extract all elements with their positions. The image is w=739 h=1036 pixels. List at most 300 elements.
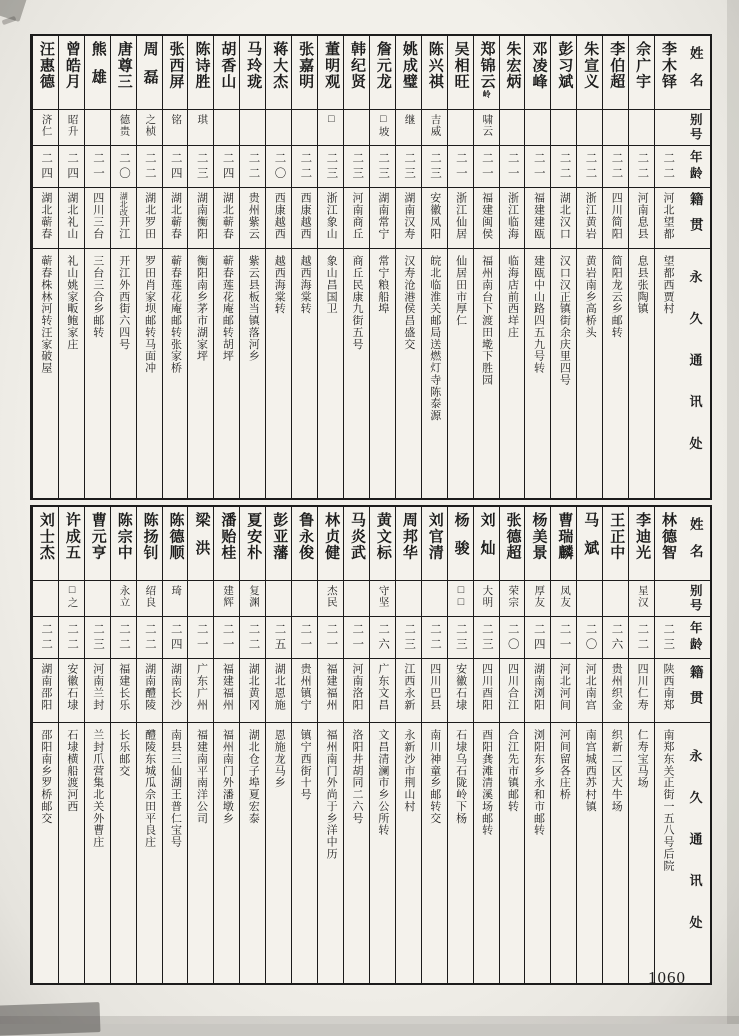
person-alias-cell: [655, 109, 680, 145]
person-native-cell: [85, 658, 110, 722]
person-native: 湖北蕲春: [169, 192, 182, 240]
person-native: 四川酉阳: [480, 663, 493, 711]
header-address: 永久通讯处: [680, 248, 710, 498]
person-native: 湖北恩施: [273, 663, 286, 711]
person-column: [447, 507, 473, 983]
person-name: 李伯超: [608, 41, 625, 90]
person-address-cell: 蕲春株林河转汪家破屋: [33, 248, 58, 498]
person-name-cell: [85, 36, 110, 109]
person-native: 陕西南郑: [662, 663, 675, 711]
person-alias-cell: 厚友: [525, 580, 550, 616]
person-native: 浙江象山: [325, 192, 338, 240]
person-column: [84, 36, 110, 498]
person-native-cell: [292, 658, 317, 722]
person-column: [421, 507, 447, 983]
person-age-cell: 二一: [292, 616, 317, 658]
person-name-cell: [85, 507, 110, 580]
person-column: [162, 36, 188, 498]
person-native-cell: [318, 187, 343, 248]
person-native: 四川三台: [91, 192, 104, 240]
person-native: 江西永新: [402, 663, 415, 711]
person-alias-cell: [577, 109, 602, 145]
header-alias: 别号: [680, 580, 710, 616]
person-name: 陈德顺: [167, 512, 184, 561]
person-address-cell: 建瓯中山路四五九号转: [525, 248, 550, 498]
person-native-cell: [525, 187, 550, 248]
person-name: 曹瑞麟: [556, 512, 573, 561]
person-name-cell: [240, 507, 265, 580]
person-name: 陈宗中: [115, 512, 132, 561]
person-age-cell: 二一: [500, 145, 525, 187]
person-address-cell: 南宫城西苏村镇: [577, 722, 602, 983]
header-alias: 别号: [680, 109, 710, 145]
person-column: [550, 507, 576, 983]
person-age-cell: 二一: [344, 616, 369, 658]
person-name-cell: [137, 36, 162, 109]
person-address-cell: 望都西贾村: [655, 248, 680, 498]
page-number: 1060: [648, 968, 686, 987]
person-address-cell: 三台三合乡邮转: [85, 248, 110, 498]
person-alias-cell: □之: [59, 580, 84, 616]
person-age-cell: 二三: [655, 616, 680, 658]
person-name-cell: [33, 507, 58, 580]
person-name: 佘广宇: [634, 41, 651, 90]
header-native: 籍贯: [680, 658, 710, 722]
person-name: 熊雄: [89, 41, 106, 97]
person-native: 湖南衡阳: [195, 192, 208, 240]
person-alias-cell: [525, 109, 550, 145]
person-name: 张德超: [504, 512, 521, 561]
person-native: 湖北蕲春: [39, 192, 52, 240]
person-age-cell: 二三: [344, 145, 369, 187]
person-name: 詹元龙: [374, 41, 391, 90]
person-name: 朱宏炳: [504, 41, 521, 90]
person-address-cell: 简阳龙云乡邮转: [603, 248, 628, 498]
person-age-cell: 二三: [370, 145, 395, 187]
person-native-cell: [370, 187, 395, 248]
person-native-cell: [214, 187, 239, 248]
person-age-cell: 二四: [525, 616, 550, 658]
person-native: 湖南长沙: [169, 663, 182, 711]
person-age-cell: 二三: [396, 616, 421, 658]
person-column: [110, 36, 136, 498]
person-age-cell: 二三: [318, 145, 343, 187]
person-address-cell: 衡阳南乡茅市湖家坪: [188, 248, 213, 498]
person-alias-cell: [629, 109, 654, 145]
person-name-cell: [59, 36, 84, 109]
person-column: [499, 36, 525, 498]
person-column: [265, 36, 291, 498]
person-name: 董明观: [323, 41, 340, 90]
person-age-cell: 二二: [111, 616, 136, 658]
person-address-cell: 福州南台下渡田墘下胜园: [474, 248, 499, 498]
person-name: 刘士杰: [37, 512, 54, 561]
person-address-cell: 醴陵东城瓜佘田平良庄: [137, 722, 162, 983]
person-name: 林德智: [660, 512, 677, 561]
person-name-cell: [525, 36, 550, 109]
person-address-cell: 南县三仙湖王普仁宝号: [163, 722, 188, 983]
person-age-cell: 二二: [240, 145, 265, 187]
person-native-cell: [655, 658, 680, 722]
person-name: 彭亚藩: [271, 512, 288, 561]
person-column: [421, 36, 447, 498]
person-column: [317, 507, 343, 983]
person-alias-cell: 星汉: [629, 580, 654, 616]
person-name-note: 岭: [482, 89, 492, 98]
person-native: 广东文昌: [376, 663, 389, 711]
person-column: [58, 507, 84, 983]
person-name: 王正中: [608, 512, 625, 561]
person-alias-cell: 济仁: [33, 109, 58, 145]
person-native: 浙江黄岩: [584, 192, 597, 240]
person-column: [369, 36, 395, 498]
person-age-cell: 二四: [163, 145, 188, 187]
person-age-cell: 二二: [137, 616, 162, 658]
person-column: [654, 507, 680, 983]
person-age-cell: 二三: [396, 145, 421, 187]
person-age-cell: 二二: [240, 616, 265, 658]
person-alias-cell: □: [318, 109, 343, 145]
person-alias-cell: [551, 109, 576, 145]
person-name-cell: [33, 36, 58, 109]
person-age-cell: 二一: [188, 616, 213, 658]
person-age-cell: 二〇: [577, 616, 602, 658]
person-column: [110, 507, 136, 983]
person-name: 鲁永俊: [297, 512, 314, 561]
person-native: 浙江临海: [506, 192, 519, 240]
person-address-cell: 镇宁西街十号: [292, 722, 317, 983]
person-name-cell: [344, 36, 369, 109]
person-age-cell: 二四: [59, 145, 84, 187]
header-age: 年龄: [680, 616, 710, 658]
person-column: [187, 507, 213, 983]
person-age-cell: 二三: [188, 145, 213, 187]
person-alias-cell: 吉威: [422, 109, 447, 145]
person-alias-cell: [344, 109, 369, 145]
person-alias-cell: 守坚: [370, 580, 395, 616]
person-native: 湖南浏阳: [532, 663, 545, 711]
person-native-cell: [551, 658, 576, 722]
person-alias-cell: [33, 580, 58, 616]
person-name: 黄文标: [374, 512, 391, 561]
person-age-cell: 二〇: [266, 145, 291, 187]
person-address-cell: 蕲春莲花庵邮转胡坪: [214, 248, 239, 498]
person-address-cell: 福建南平南洋公司: [188, 722, 213, 983]
person-native: 湖南邵阳: [39, 663, 52, 711]
person-address-cell: 恩施龙马乡: [266, 722, 291, 983]
person-native-cell: [603, 187, 628, 248]
person-column: [136, 36, 162, 498]
person-name: 刘灿: [478, 512, 495, 568]
person-address-cell: 开江外西街六四号: [111, 248, 136, 498]
person-address-cell: 南川神童乡邮转交: [422, 722, 447, 983]
person-native: 河南兰封: [91, 663, 104, 711]
person-column: [213, 36, 239, 498]
person-column: [395, 36, 421, 498]
person-name-cell: [370, 507, 395, 580]
person-native: 湖南醴陵: [143, 663, 156, 711]
person-alias-cell: □坡: [370, 109, 395, 145]
person-age-cell: 二二: [655, 145, 680, 187]
person-native: 四川简阳: [610, 192, 623, 240]
person-name: 马斌: [582, 512, 599, 568]
person-age-cell: 二〇: [111, 145, 136, 187]
header-column: [680, 507, 710, 983]
person-native-cell: [137, 658, 162, 722]
person-name: 陈兴祺: [426, 41, 443, 90]
person-native: 湖南汉寿: [402, 192, 415, 240]
person-column: [395, 507, 421, 983]
person-native: 开江: [117, 216, 130, 240]
person-alias-cell: [240, 109, 265, 145]
person-alias-cell: 复渊: [240, 580, 265, 616]
person-name: 韩纪贤: [348, 41, 365, 90]
person-native-cell: [577, 658, 602, 722]
person-column: [524, 36, 550, 498]
person-age-cell: 二二: [551, 145, 576, 187]
person-alias-cell: [577, 580, 602, 616]
person-alias-cell: [603, 109, 628, 145]
person-age-cell: 二〇: [500, 616, 525, 658]
person-native-cell: [266, 658, 291, 722]
person-column: [524, 507, 550, 983]
person-name-cell: [266, 36, 291, 109]
person-age-cell: 二三: [448, 616, 473, 658]
person-address-cell: 石埭乌石陇岭下杨: [448, 722, 473, 983]
person-native-cell: [59, 658, 84, 722]
person-native: 浙江仙居: [454, 192, 467, 240]
person-age-cell: 二二: [629, 145, 654, 187]
person-native: 广东广州: [195, 663, 208, 711]
header-column: [680, 36, 710, 498]
person-native-cell: [214, 658, 239, 722]
person-alias-cell: 之桢: [137, 109, 162, 145]
person-native-cell: [500, 658, 525, 722]
person-native-cell: [240, 187, 265, 248]
person-column: [291, 36, 317, 498]
person-name: 李迪光: [634, 512, 651, 561]
person-alias-cell: 继: [396, 109, 421, 145]
person-name: 潘贻桂: [219, 512, 236, 561]
person-name-cell: [603, 36, 628, 109]
person-name: 刘官清: [426, 512, 443, 561]
person-name-cell: [629, 507, 654, 580]
person-alias-cell: [292, 580, 317, 616]
person-native: 西康越西: [299, 192, 312, 240]
person-name-cell: [318, 507, 343, 580]
person-name-cell: [629, 36, 654, 109]
person-native-cell: [525, 658, 550, 722]
person-alias-cell: [266, 580, 291, 616]
person-address-cell: 福州南门外潘墩乡: [214, 722, 239, 983]
person-alias-cell: [85, 109, 110, 145]
person-column: [343, 36, 369, 498]
person-name-cell: [292, 36, 317, 109]
person-native: 河北望都: [662, 192, 675, 240]
person-address-cell: 仙居田市厚仁: [448, 248, 473, 498]
person-address-cell: 罗田肖家坝邮转马面冲: [137, 248, 162, 498]
person-age-cell: 二二: [137, 145, 162, 187]
person-name: 邓凌峰: [530, 41, 547, 90]
person-native: 湖北黄冈: [247, 663, 260, 711]
person-alias-cell: [396, 580, 421, 616]
person-name: 陈诗胜: [193, 41, 210, 90]
person-name: 蒋大杰: [271, 41, 288, 90]
person-age-cell: 二二: [33, 616, 58, 658]
person-name: 郑锦云: [478, 41, 495, 90]
person-column: [576, 507, 602, 983]
roster-table-top: [30, 34, 712, 500]
person-native-cell: [474, 658, 499, 722]
person-column: [84, 507, 110, 983]
person-column: [654, 36, 680, 498]
person-name-cell: [266, 507, 291, 580]
person-address-cell: 浏阳东乡永和市邮转: [525, 722, 550, 983]
person-native-cell: [59, 187, 84, 248]
person-alias-cell: 琦: [163, 580, 188, 616]
person-name: 张西屏: [167, 41, 184, 90]
person-alias-cell: [266, 109, 291, 145]
person-native: 西康越西: [273, 192, 286, 240]
person-name: 张嘉明: [297, 41, 314, 90]
person-address-cell: 兰封爪营集北关外曹庄: [85, 722, 110, 983]
person-native-cell: [240, 658, 265, 722]
person-name-cell: [240, 36, 265, 109]
person-native-cell: [33, 658, 58, 722]
person-age-cell: 二四: [163, 616, 188, 658]
person-alias-cell: 绍良: [137, 580, 162, 616]
person-name-cell: [551, 507, 576, 580]
person-native: 河南洛阳: [350, 663, 363, 711]
person-alias-cell: [422, 580, 447, 616]
person-address-cell: 石埭横船渡河西: [59, 722, 84, 983]
person-column: [602, 36, 628, 498]
person-alias-cell: [344, 580, 369, 616]
person-age-cell: 二一: [214, 616, 239, 658]
person-address-cell: 合江先市镇邮转: [500, 722, 525, 983]
person-alias-cell: 建辉: [214, 580, 239, 616]
person-native-cell: [292, 187, 317, 248]
person-native: 四川巴县: [428, 663, 441, 711]
person-name-cell: [474, 36, 499, 109]
person-age-cell: 二三: [85, 616, 110, 658]
person-name: 彭习斌: [556, 41, 573, 90]
person-name: 胡香山: [219, 41, 236, 90]
person-name-cell: [525, 507, 550, 580]
person-age-cell: 二一: [85, 145, 110, 187]
person-name-cell: [448, 36, 473, 109]
person-address-cell: 仁寿宝马场: [629, 722, 654, 983]
person-address-cell: 紫云县板当镇落河乡: [240, 248, 265, 498]
person-name-cell: [214, 507, 239, 580]
person-address-cell: 洛阳井胡同二六号: [344, 722, 369, 983]
person-alias-cell: 琪: [188, 109, 213, 145]
person-name-cell: [59, 507, 84, 580]
person-native: 湖北罗田: [143, 192, 156, 240]
person-native: 贵州紫云: [247, 192, 260, 240]
person-address-cell: 长乐邮交: [111, 722, 136, 983]
person-native-cell: [266, 187, 291, 248]
person-age-cell: 二三: [474, 616, 499, 658]
person-native-cell: [500, 187, 525, 248]
person-name-cell: [422, 507, 447, 580]
person-name-cell: [111, 507, 136, 580]
person-column: [58, 36, 84, 498]
person-alias-cell: [448, 109, 473, 145]
header-age: 年龄: [680, 145, 710, 187]
person-name-cell: [370, 36, 395, 109]
person-name: 姚成璧: [400, 41, 417, 90]
person-name-cell: [163, 36, 188, 109]
person-column: [291, 507, 317, 983]
person-name: 曹元亨: [89, 512, 106, 561]
person-name: 周邦华: [400, 512, 417, 561]
person-alias-cell: [655, 580, 680, 616]
person-column: [213, 507, 239, 983]
person-age-cell: 二二: [577, 145, 602, 187]
person-native: 安徽凤阳: [428, 192, 441, 240]
person-name: 马玲珑: [245, 41, 262, 90]
person-address-cell: 永新沙市荆山村: [396, 722, 421, 983]
person-native-cell: [344, 187, 369, 248]
person-alias-cell: 德贵: [111, 109, 136, 145]
person-age-cell: 二一: [474, 145, 499, 187]
person-native: 湖北礼山: [65, 192, 78, 240]
person-name-cell: [577, 507, 602, 580]
person-name-cell: [448, 507, 473, 580]
person-native-cell: [33, 187, 58, 248]
person-native-cell: [603, 658, 628, 722]
person-name-cell: [500, 507, 525, 580]
person-native: 福建长乐: [117, 663, 130, 711]
header-name: 姓名: [687, 45, 703, 100]
person-name: 李木铎: [660, 41, 677, 90]
person-name: 夏安朴: [245, 512, 262, 561]
person-name-cell: [188, 36, 213, 109]
person-native-cell: [422, 187, 447, 248]
person-age-cell: 二二: [603, 145, 628, 187]
person-alias-cell: [292, 109, 317, 145]
person-native-cell: [474, 187, 499, 248]
person-name: 朱宣义: [582, 41, 599, 90]
person-native: 安徽石埭: [454, 663, 467, 711]
person-native: 湖北蕲春: [221, 192, 234, 240]
header-name: 姓名: [687, 516, 703, 571]
person-name-cell: [318, 36, 343, 109]
person-column: [447, 36, 473, 498]
person-native-cell: [396, 187, 421, 248]
person-address-cell: 息县张陶镇: [629, 248, 654, 498]
person-age-cell: 二六: [603, 616, 628, 658]
person-alias-cell: 荣宗: [500, 580, 525, 616]
person-age-cell: 二一: [551, 616, 576, 658]
person-alias-cell: [500, 109, 525, 145]
person-alias-cell: 凤友: [551, 580, 576, 616]
person-name-cell: [655, 507, 680, 580]
person-address-cell: 皖北临淮关邮局送燃灯寺陈泰源: [422, 248, 447, 498]
person-name-cell: [474, 507, 499, 580]
person-column: [136, 507, 162, 983]
person-name-cell: [577, 36, 602, 109]
person-address-cell: 临海店前西垟庄: [500, 248, 525, 498]
person-address-cell: 黄岩南乡高桥头: [577, 248, 602, 498]
person-native-cell: [163, 187, 188, 248]
person-column: [239, 507, 265, 983]
person-address-cell: 常宁粮船埠: [370, 248, 395, 498]
person-native-cell: [655, 187, 680, 248]
person-address-cell: 汉寿沧港侯昌盛交: [396, 248, 421, 498]
person-native: 四川仁寿: [636, 663, 649, 711]
